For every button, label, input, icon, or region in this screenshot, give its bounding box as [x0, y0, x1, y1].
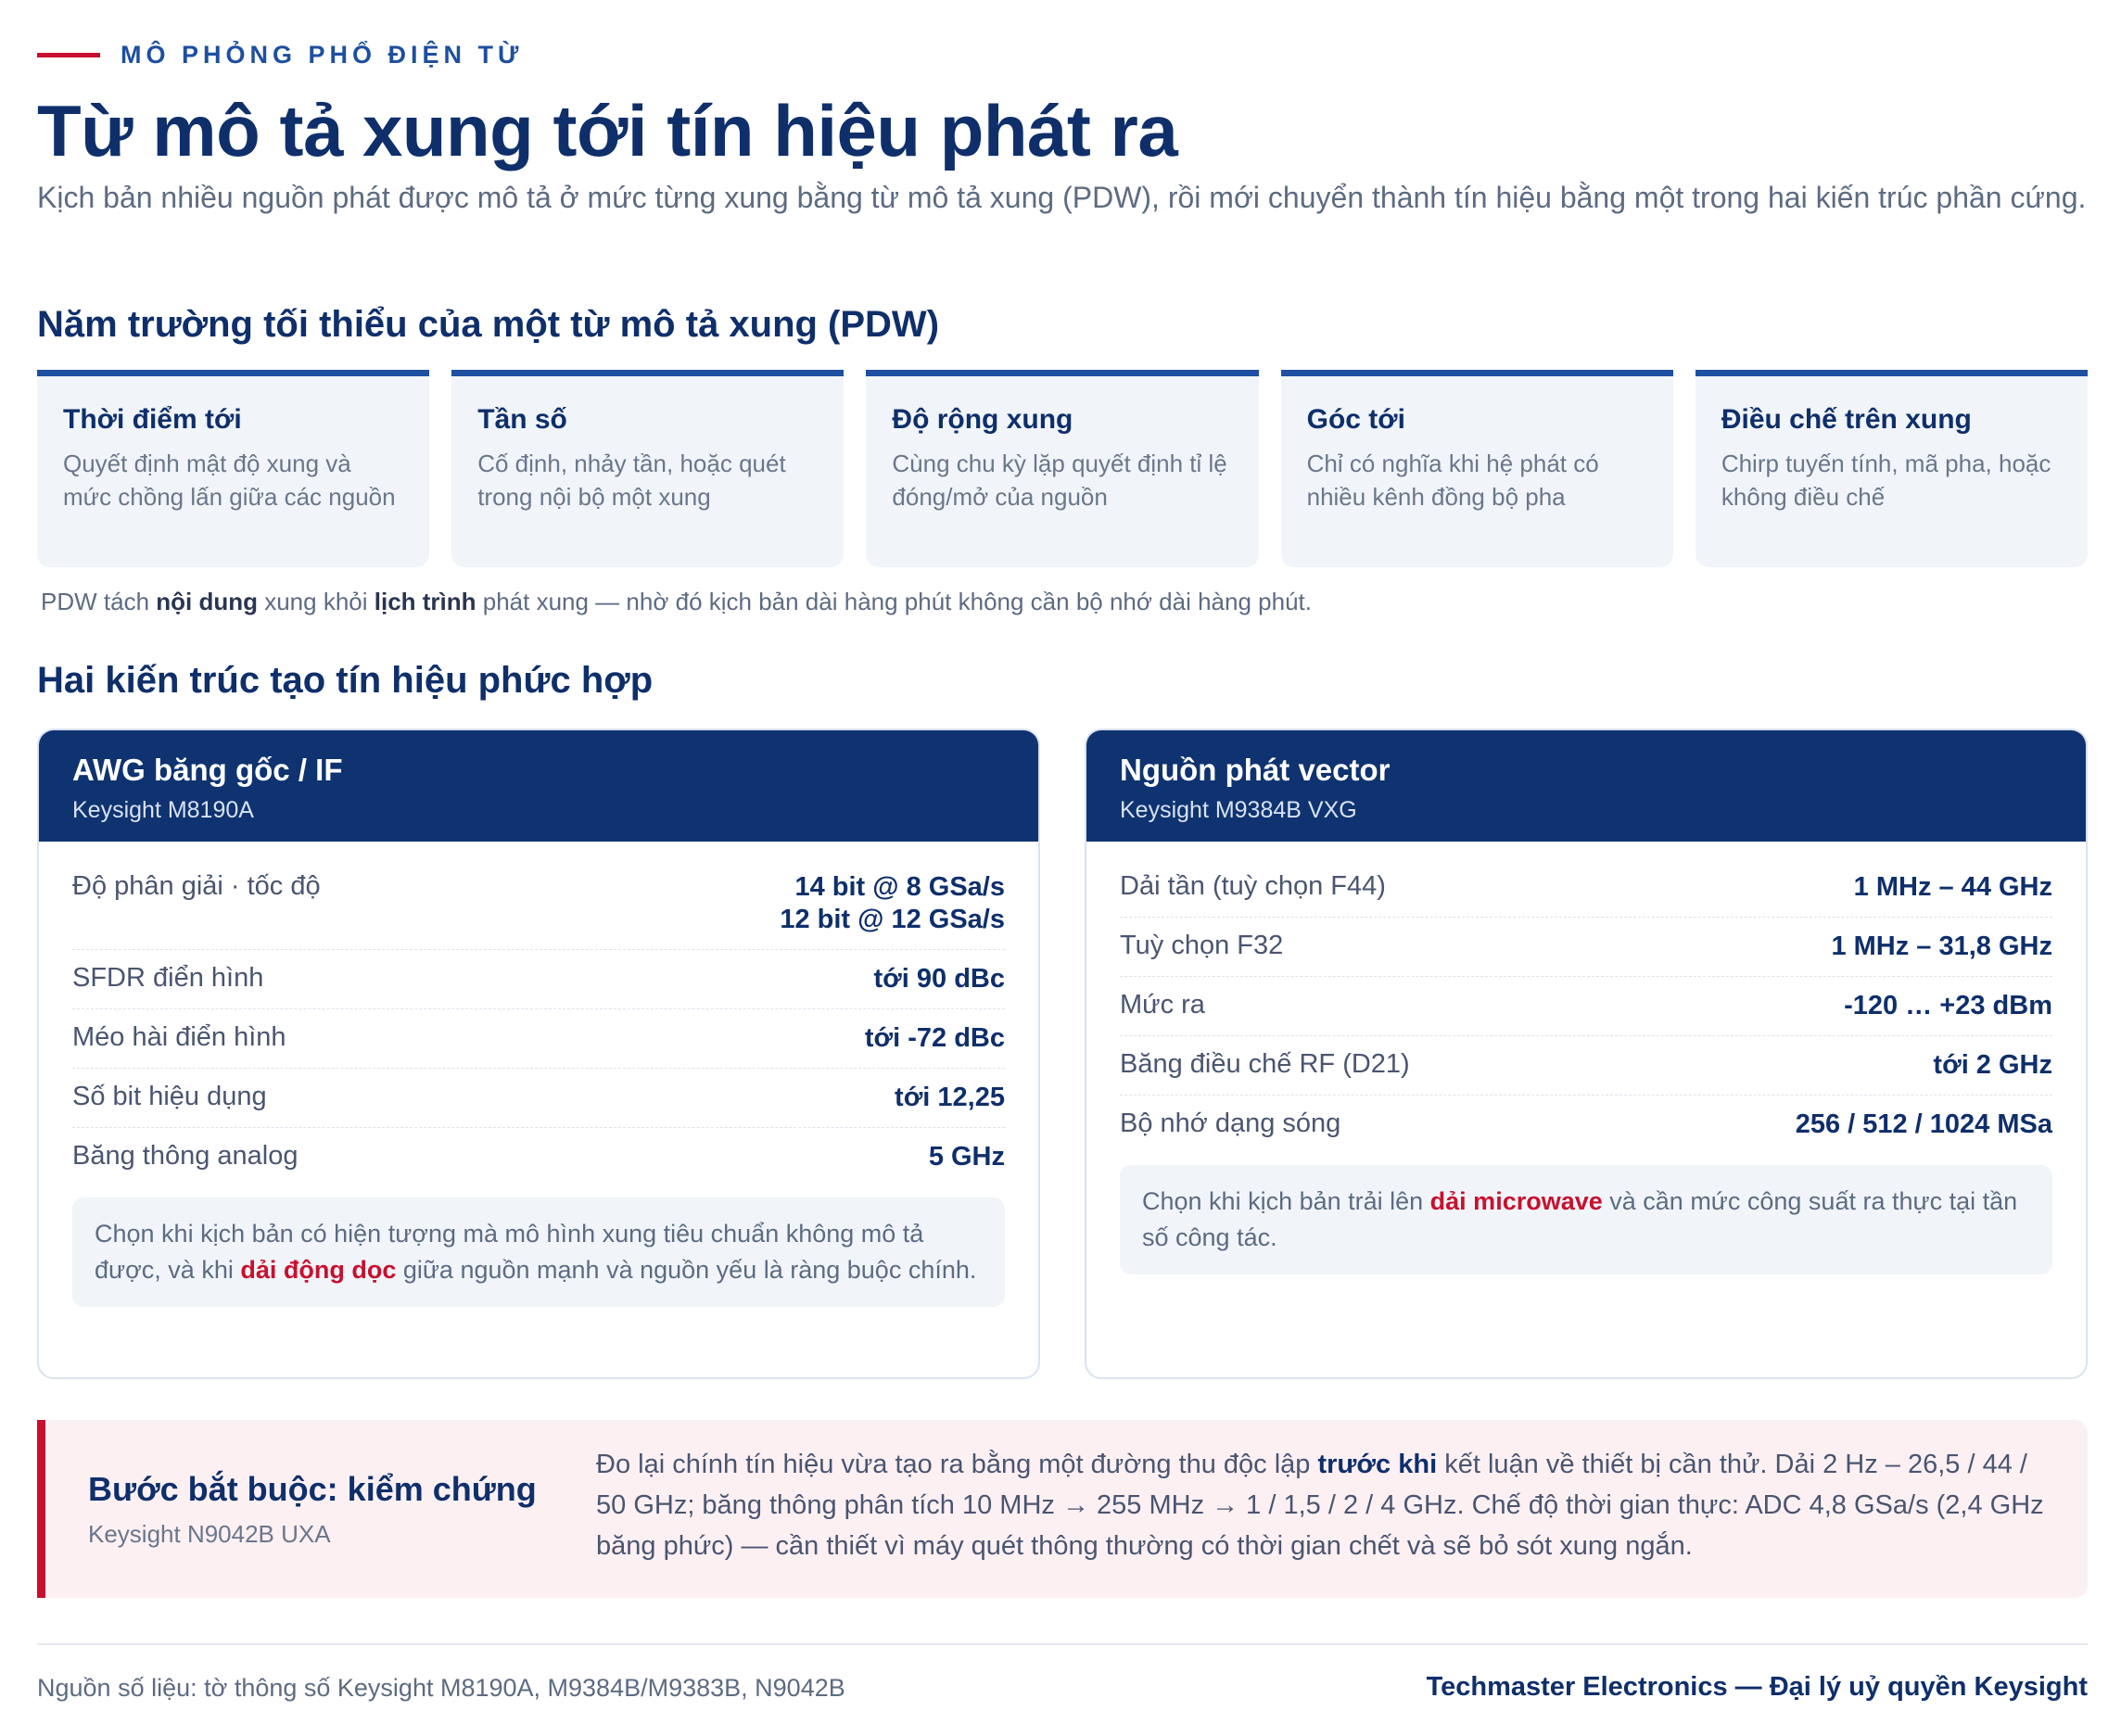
awg-card-header: [39, 730, 1038, 842]
architecture-section-heading: Hai kiến trúc tạo tín hiệu phức hợp: [37, 660, 654, 701]
page-title: Từ mô tả xung tới tín hiệu phát ra: [37, 90, 1178, 171]
awg-card-model: Keysight M8190A: [72, 797, 254, 823]
spec-value: [780, 871, 1005, 936]
vector-source-card: [1085, 729, 2088, 1379]
pdw-card-title: Tần số: [477, 404, 567, 435]
spec-value: tới 90 dBc: [873, 964, 1005, 994]
vector-card-model: Keysight M9384B VXG: [1120, 797, 1357, 823]
spec-row: [1120, 858, 2052, 918]
vector-selection-note: [1120, 1165, 2052, 1274]
verification-heading-block: [88, 1470, 537, 1549]
pdw-card-title: Thời điểm tới: [63, 404, 242, 435]
verification-model: Keysight N9042B UXA: [88, 1520, 331, 1548]
verification-title: Bước bắt buộc: kiểm chứng: [88, 1470, 537, 1508]
pdw-note-emphasis: nội dung: [156, 588, 258, 615]
pdw-note-emphasis: lịch trình: [374, 588, 476, 615]
pdw-card-angle-of-arrival: [1281, 370, 1673, 567]
spec-value: 1 MHz – 44 GHz: [1853, 872, 2052, 902]
note-text: và cần mức công suất ra thực tại tần số công tác.: [1142, 1187, 2018, 1251]
spec-value: tới -72 dBc: [864, 1023, 1005, 1053]
pdw-card-description: Cùng chu kỳ lặp quyết định tỉ lệ đóng/mở của nguồn: [892, 450, 1227, 511]
spec-row: [72, 950, 1005, 1009]
note-highlight: dải microwave: [1429, 1187, 1603, 1215]
note-highlight: dải động dọc: [240, 1256, 397, 1284]
spec-label: Độ phân giải · tốc độ: [72, 871, 321, 901]
pdw-note-text: PDW tách: [41, 588, 157, 615]
pdw-card-description: Chỉ có nghĩa khi hệ phát có nhiều kênh đồng bộ pha: [1306, 450, 1599, 511]
spec-label: Số bit hiệu dụng: [72, 1082, 267, 1111]
spec-row: [1120, 1096, 2052, 1154]
spec-value-line: 12 bit @ 12 GSa/s: [780, 905, 1005, 934]
spec-row: [72, 1069, 1005, 1128]
pdw-section-heading: Năm trường tối thiểu của một từ mô tả xung (PDW): [37, 304, 940, 345]
spec-row: [1120, 918, 2052, 977]
spec-value-line: 14 bit @ 8 GSa/s: [794, 872, 1005, 902]
vector-spec-list: [1086, 842, 2086, 1154]
pdw-note-text: xung khỏi: [258, 588, 375, 615]
spec-label: Dải tần (tuỳ chọn F44): [1120, 871, 1386, 901]
awg-card: [37, 729, 1040, 1379]
awg-spec-list: [39, 842, 1038, 1186]
page-subtitle: Kịch bản nhiều nguồn phát được mô tả ở mức từng xung bằng từ mô tả xung (PDW), rồi mới chuyển thành tín hiệu bằng một trong hai kiến trúc phần cứng.: [37, 181, 2087, 214]
spec-value: tới 12,25: [895, 1083, 1005, 1112]
eyebrow: [37, 41, 523, 70]
pdw-card-description: Quyết định mật độ xung và mức chồng lấn giữa các nguồn: [63, 450, 396, 511]
spec-label: Mức ra: [1120, 990, 1205, 1020]
spec-row: [72, 858, 1005, 950]
pdw-card-title: Góc tới: [1306, 404, 1405, 435]
spec-value: 1 MHz – 31,8 GHz: [1831, 931, 2052, 961]
spec-label: Méo hài điển hình: [72, 1022, 286, 1052]
spec-row: [72, 1128, 1005, 1186]
pdw-card-description: Chirp tuyến tính, mã pha, hoặc không điều chế: [1721, 450, 2051, 511]
spec-value: tới 2 GHz: [1933, 1050, 2052, 1080]
spec-label: Tuỳ chọn F32: [1120, 931, 1284, 960]
pdw-note-text: phát xung — nhờ đó kịch bản dài hàng phút không cần bộ nhớ dài hàng phút.: [476, 588, 1312, 615]
eyebrow-label: MÔ PHỎNG PHỔ ĐIỆN TỪ: [121, 41, 524, 69]
awg-card-title: AWG băng gốc / IF: [72, 753, 343, 787]
spec-value: 256 / 512 / 1024 MSa: [1795, 1109, 2052, 1139]
pdw-card-frequency: [451, 370, 844, 567]
spec-label: Bộ nhớ dạng sóng: [1120, 1109, 1341, 1138]
verification-text: kết luận về thiết bị cần thử. Dải 2 Hz – 26,5 / 44 / 50 GHz; băng thông phân tích 10 MHz → 255 MHz → 1 / 1,5 / 2 / 4 GHz. Chế độ thời gian thực: ADC 4,8 GSa/s (2,4 GHz băng phức) — cần thiết vì máy quét thông thường có thời gian chết và sẽ bỏ sót xung ngắn.: [596, 1450, 2044, 1561]
vector-card-title: Nguồn phát vector: [1120, 753, 1391, 787]
note-text: Chọn khi kịch bản trải lên: [1142, 1187, 1430, 1215]
footer-source: Nguồn số liệu: tờ thông số Keysight M8190A, M9384B/M9383B, N9042B: [37, 1674, 845, 1702]
footer-divider: [37, 1643, 2088, 1645]
pdw-field-cards: [37, 370, 2088, 567]
spec-row: [72, 1009, 1005, 1069]
pdw-card-pulse-width: [866, 370, 1258, 567]
pdw-card-title: Điều chế trên xung: [1721, 404, 1972, 435]
spec-label: Băng thông analog: [72, 1141, 298, 1171]
spec-label: Băng điều chế RF (D21): [1120, 1049, 1410, 1079]
eyebrow-accent-line: [37, 53, 100, 57]
verification-emphasis: trước khi: [1317, 1450, 1438, 1479]
verification-text: Đo lại chính tín hiệu vừa tạo ra bằng một đường thu độc lập: [596, 1450, 1318, 1479]
spec-label: SFDR điển hình: [72, 963, 264, 993]
pdw-card-arrival-time: [37, 370, 429, 567]
spec-row: [1120, 977, 2052, 1036]
verification-callout: [37, 1420, 2088, 1598]
footer-brand: Techmaster Electronics — Đại lý uỷ quyền Keysight: [1426, 1672, 2088, 1702]
pdw-card-intrapulse-modulation: [1696, 370, 2088, 567]
note-text: giữa nguồn mạnh và nguồn yếu là ràng buộc chính.: [396, 1256, 977, 1284]
pdw-card-description: Cố định, nhảy tần, hoặc quét trong nội bộ một xung: [477, 450, 786, 511]
verification-description: [596, 1444, 2061, 1566]
spec-value: 5 GHz: [928, 1142, 1005, 1172]
pdw-card-title: Độ rộng xung: [892, 404, 1073, 435]
spec-row: [1120, 1036, 2052, 1096]
awg-selection-note: [72, 1197, 1005, 1307]
note-text: Chọn khi kịch bản có hiện tượng mà mô hình xung tiêu chuẩn không mô tả được, và khi: [95, 1220, 924, 1284]
pdw-note: [41, 588, 1312, 616]
vector-card-header: [1086, 730, 2086, 842]
spec-value: -120 … +23 dBm: [1844, 991, 2052, 1020]
